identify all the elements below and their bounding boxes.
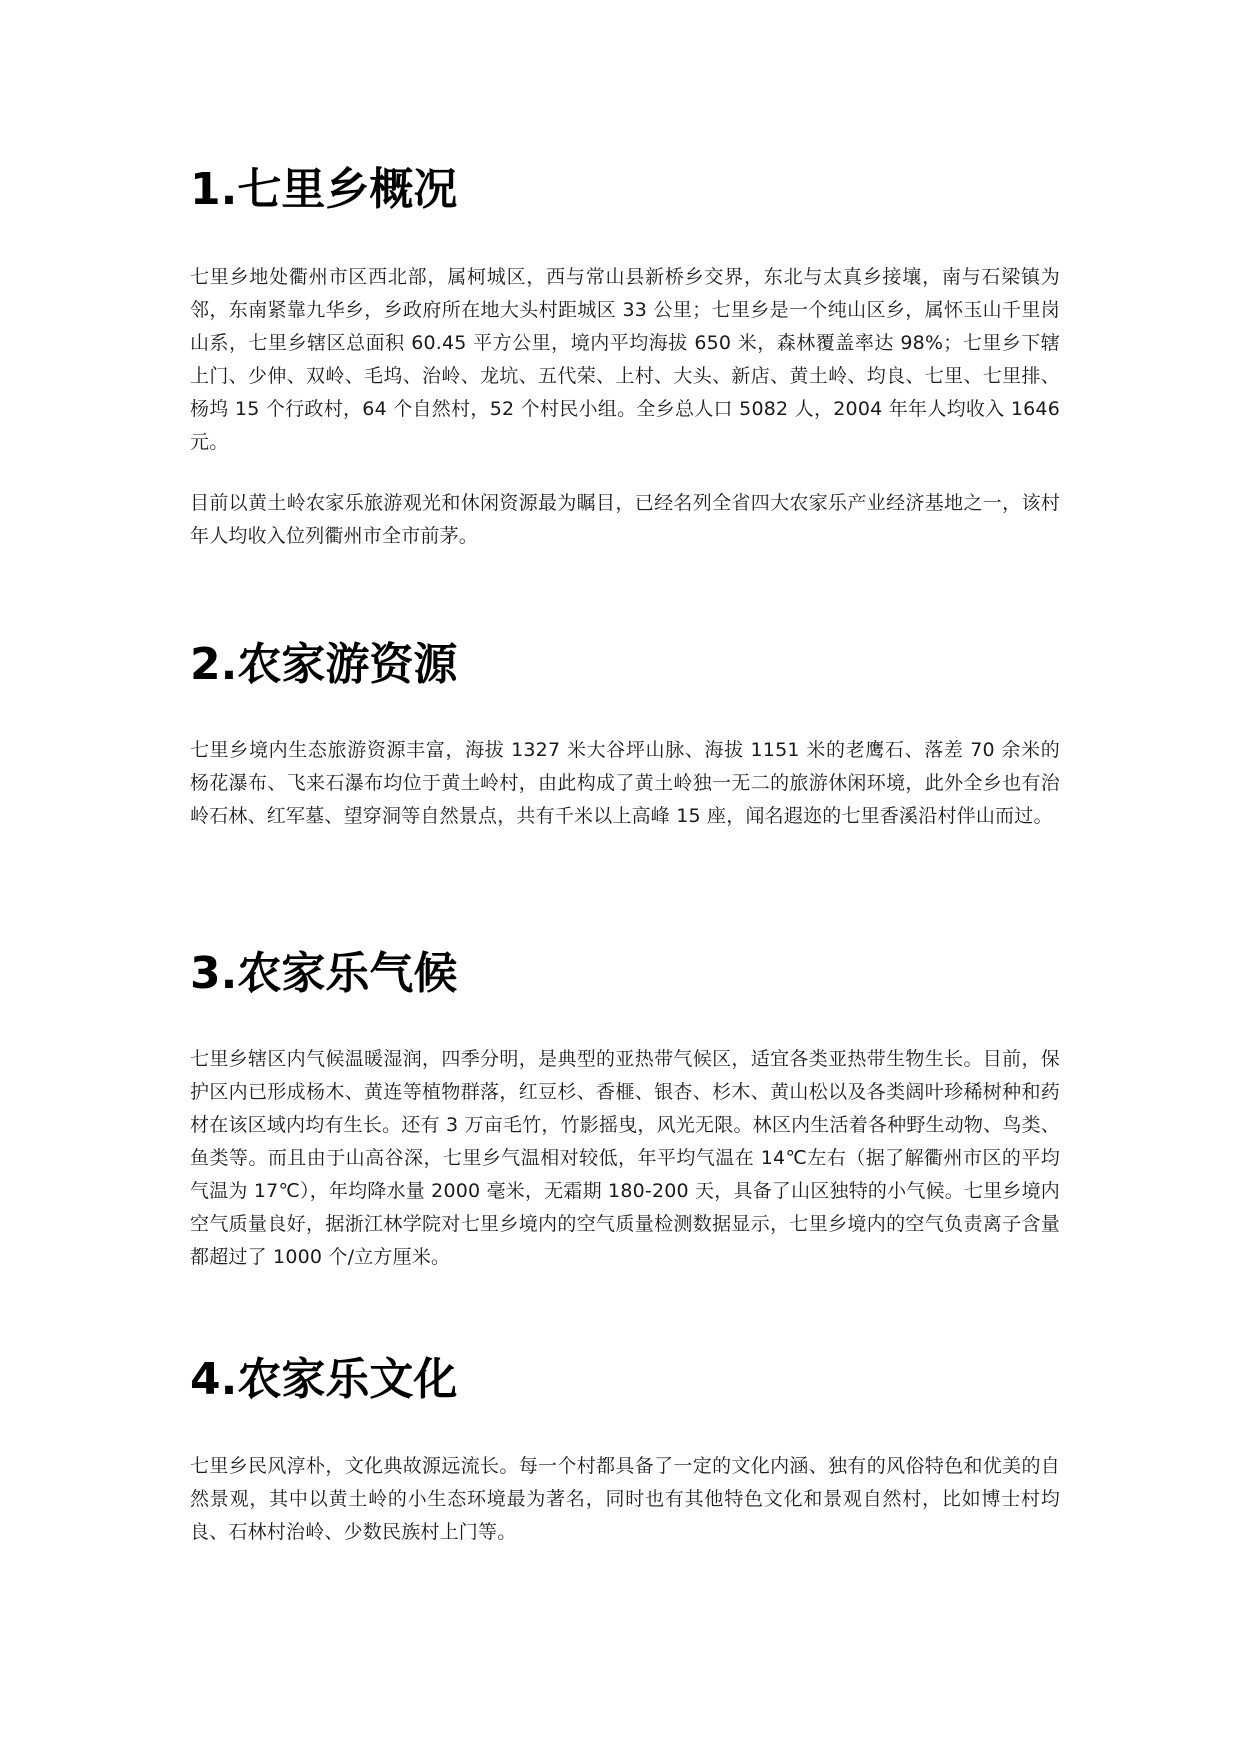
- paragraph: 七里乡民风淳朴，文化典故源远流长。每一个村都具备了一定的文化内涵、独有的风俗特色和优美的自然景观，其中以黄土岭的小生态环境最为著名，同时也有其他特色文化和景观自然村，比如博士村均良、石林村治岭、少数民族村上门等。: [190, 1455, 1060, 1543]
- paragraph: 七里乡地处衢州市区西北部，属柯城区，西与常山县新桥乡交界，东北与太真乡接壤，南与石梁镇为邻，东南紧靠九华乡，乡政府所在地大头村距城区 33 公里；七里乡是一个纯山区乡，属怀玉山千里岗山系，七里乡辖区总面积 60.45 平方公里，境内平均海拔 650 米，森林覆盖率达 98%；七里乡下辖上门、少伸、双岭、毛坞、治岭、龙坑、五代荣、上村、大头、新店、黄土岭、均良、七里、七里排、杨坞 15 个行政村，64 个自然村，52 个村民小组。全乡总人口 5082 人，2004 年年人均收入 1646 元。: [190, 266, 1060, 453]
- paragraph: 目前以黄土岭农家乐旅游观光和休闲资源最为瞩目，已经名列全省四大农家乐产业经济基地之一，该村年人均收入位列衢州市全市前茅。: [190, 492, 1060, 547]
- section-culture: [190, 1353, 1060, 1543]
- section-heading: 3.农家乐气候: [190, 948, 458, 999]
- paragraph: 七里乡辖区内气候温暖湿润，四季分明，是典型的亚热带气候区，适宜各类亚热带生物生长。目前，保护区内已形成杨木、黄连等植物群落，红豆杉、香榧、银杏、杉木、黄山松以及各类阔叶珍稀树种和药材在该区域内均有生长。还有 3 万亩毛竹，竹影摇曳，风光无限。林区内生活着各种野生动物、鸟类、鱼类等。而且由于山高谷深，七里乡气温相对较低，年平均气温在 14℃左右（据了解衢州市区的平均气温为 17℃），年均降水量 2000 毫米，无霜期 180-200 天，具备了山区独特的小气候。七里乡境内空气质量良好，据浙江林学院对七里乡境内的空气质量检测数据显示，七里乡境内的空气负责离子含量都超过了 1000 个/立方厘米。: [190, 1048, 1060, 1268]
- paragraph: 七里乡境内生态旅游资源丰富，海拔 1327 米大谷坪山脉、海拔 1151 米的老鹰石、落差 70 余米的杨花瀑布、飞来石瀑布均位于黄土岭村，由此构成了黄土岭独一无二的旅游休闲环境，此外全乡也有治岭石林、红军墓、望穿洞等自然景点，共有千米以上高峰 15 座，闻名遐迩的七里香溪沿村伴山而过。: [190, 739, 1060, 827]
- section-heading: 1.七里乡概况: [190, 164, 458, 215]
- section-overview: [190, 163, 1060, 547]
- section-climate: [190, 947, 1060, 1268]
- section-resources: [190, 638, 1060, 827]
- section-heading: 4.农家乐文化: [190, 1354, 458, 1405]
- section-heading: 2.农家游资源: [190, 639, 458, 690]
